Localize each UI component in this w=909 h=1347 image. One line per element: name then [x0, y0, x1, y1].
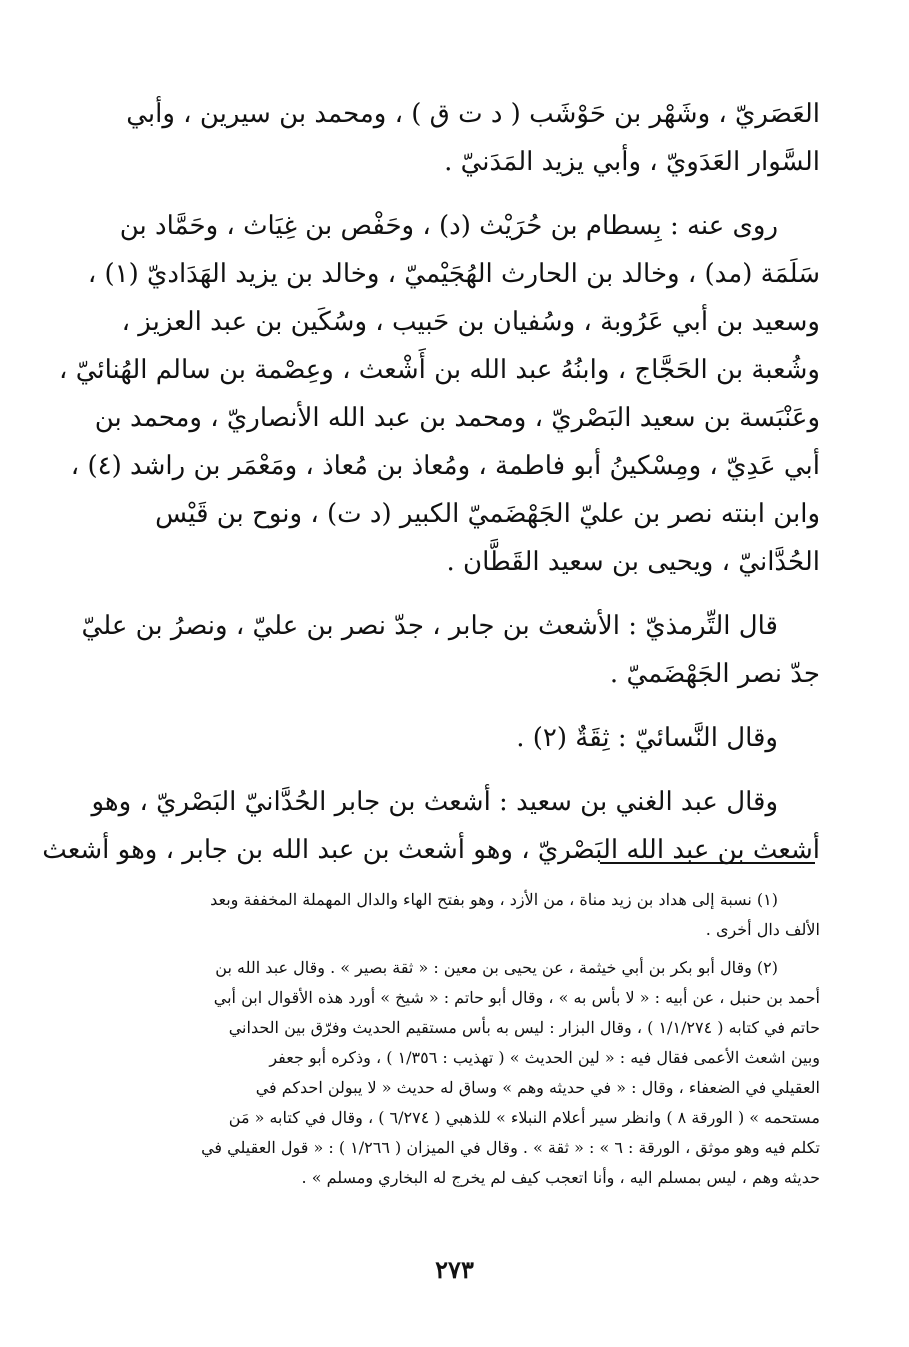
text-line: السَّوار العَدَويّ ، وأبي يزيد المَدَنيّ . [444, 147, 820, 177]
footnote-line: الألف دال أخرى . [705, 920, 820, 939]
paragraph-narrators [59, 202, 820, 586]
paragraph-tirmidhi [81, 602, 820, 698]
text-line: العَصَريّ ، وشَهْر بن حَوْشَب ( د ت ق ) ، ومحمد بن سيرين ، وأبي [126, 99, 820, 129]
paragraph-abdulghani [42, 778, 820, 874]
text-line: أبي عَدِيّ ، ومِسْكينُ أبو فاطمة ، ومُعاذ بن مُعاذ ، ومَعْمَر بن راشد (٤) ، [70, 451, 820, 481]
text-line: وقال النَّسائيّ : ثِقَةٌ (٢) . [516, 723, 778, 753]
text-line: وقال عبد الغني بن سعيد : أشعث بن جابر الحُدَّانيّ البَصْريّ ، وهو [91, 787, 778, 817]
paragraph-nasai [120, 714, 820, 762]
footnote-line: أحمد بن حنبل ، عن أبيه : « لا بأس به » ، وقال أبو حاتم : « شيخ » أورد هذه الأقوال ابن أبي [213, 988, 820, 1007]
text-line: وابن ابنته نصر بن عليّ الجَهْضَميّ الكبير (د ت) ، ونوح بن قَيْس [155, 499, 820, 529]
page-number: ٢٧٣ [435, 1255, 474, 1284]
footnote-line: حديثه وهم ، ليس بمسلم اليه ، وأنا اتعجب كيف لم يخرج له البخاري ومسلم » . [301, 1168, 820, 1187]
footnote-1 [120, 885, 820, 945]
paragraph-teachers-end [120, 90, 820, 186]
footnote-line: تكلم فيه وهو موثق ، الورقة : ٦ » : « ثقة » . وقال في الميزان ( ١/٢٦٦ ) : « قول العقيلي في [201, 1138, 820, 1157]
footnotes [120, 885, 820, 1201]
footnote-line: العقيلي في الضعفاء ، وقال : « في حديثه وهم » وساق له حديث « لا يبولن احدكم في [255, 1078, 820, 1097]
text-line: وشُعبة بن الحَجَّاج ، وابنُهُ عبد الله بن أَشْعث ، وعِصْمة بن سالم الهُنائيّ ، [59, 355, 820, 385]
text-line: روى عنه : بِسطام بن حُرَيْث (د) ، وحَفْص بن غِيَاث ، وحَمَّاد بن [119, 211, 778, 241]
text-line: وسعيد بن أبي عَرُوبة ، وسُفيان بن حَبيب ، وسُكَين بن عبد العزيز ، [121, 307, 820, 337]
footnote-line: وبين اشعث الأعمى فقال فيه : « لين الحديث » ( تهذيب : ١/٣٥٦ ) ، وذكره أبو جعفر [269, 1048, 820, 1067]
footnote-line: حاتم في كتابه ( ١/١/٢٧٤ ) ، وقال البزار : ليس به بأس مستقيم الحديث وفرّق بين الحداني [228, 1018, 820, 1037]
text-line: جدّ نصر الجَهْضَميّ . [609, 659, 820, 689]
footnote-divider [600, 862, 815, 864]
footnote-line: (١) نسبة إلى هداد بن زيد مناة ، من الأزد ، وهو بفتح الهاء والدال المهملة المخففة وبعد [210, 890, 778, 909]
text-line: قال التِّرمذيّ : الأشعث بن جابر ، جدّ نصر بن عليّ ، ونصرُ بن عليّ [81, 611, 778, 641]
text-line: سَلَمَة (مد) ، وخالد بن الحارث الهُجَيْميّ ، وخالد بن يزيد الهَدَاديّ (١) ، [87, 259, 820, 289]
text-line: أشعث بن عبد الله البَصْريّ ، وهو أشعث بن عبد الله بن جابر ، وهو أشعث [42, 835, 820, 865]
text-line: الحُدَّانيّ ، ويحيى بن سعيد القَطَّان . [446, 547, 820, 577]
footnote-line: (٢) وقال أبو بكر بن أبي خيثمة ، عن يحيى بن معين : « ثقة بصير » . وقال عبد الله بن [215, 958, 778, 977]
text-line: وعَنْبَسة بن سعيد البَصْريّ ، ومحمد بن عبد الله الأنصاريّ ، ومحمد بن [94, 403, 820, 433]
footnote-line: مستحمه » ( الورقة ٨ ) وانظر سير أعلام النبلاء » للذهبي ( ٦/٢٧٤ ) ، وقال في كتابه « مَن [228, 1108, 820, 1127]
footnote-2 [120, 953, 820, 1193]
main-text [42, 90, 820, 890]
